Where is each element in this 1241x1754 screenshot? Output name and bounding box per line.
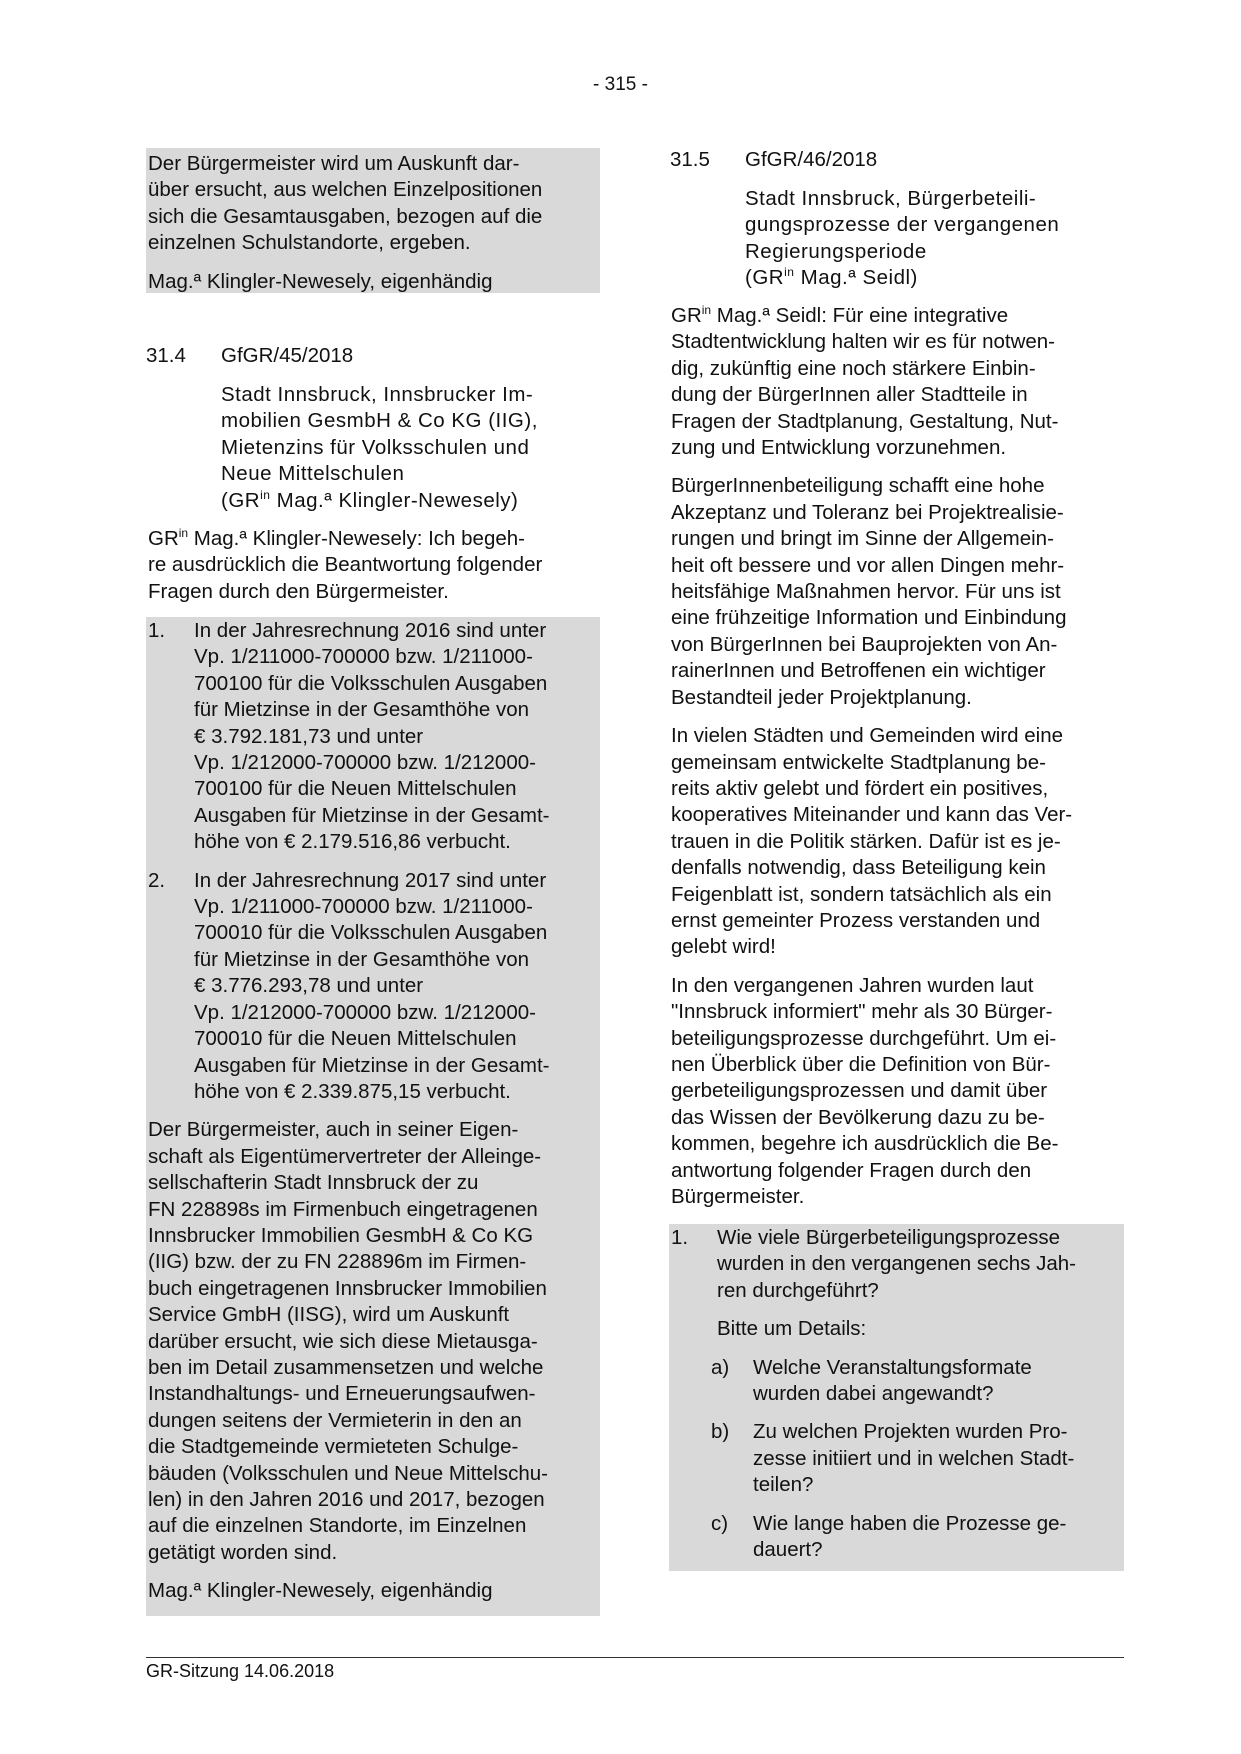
author-sup: in <box>260 487 271 502</box>
author-name: Mag.ª Seidl) <box>794 266 918 290</box>
item-text: In der Jahresrechnung 2016 sind unter Vp. 1/211000-700000 bzw. 1/211000- 700100 für die Volksschulen Ausgaben für Mietzinse in der Gesamthöhe von € 3.792.181,73 und unter Vp. 1/212000-700000 bzw. 1/212000- 700100 für die Neuen Mittelschulen Ausgaben für Mietzinse in der Gesamt- höhe von € 2.179.516,86 verbucht. <box>194 619 550 854</box>
intro-paragraph <box>148 526 600 605</box>
details-label: Bitte um Details: <box>717 1317 867 1341</box>
sub-item-text: Zu welchen Projekten wurden Pro- zesse initiiert und in welchen Stadt- teilen? <box>753 1420 1075 1497</box>
request-text: Der Bürgermeister wird um Auskunft dar- über ersucht, aus welchen Einzelpositionen sich die Gesamtausgaben, bezogen auf die einzelnen Schulstandorte, ergeben. <box>148 152 543 255</box>
sub-item-text: Welche Veranstaltungsformate wurden dabei angewandt? <box>753 1355 1032 1406</box>
paragraph: In vielen Städten und Gemeinden wird eine gemeinsam entwickelte Stadtplanung be- reits aktiv gelebt und fördert ein positives, kooperatives Miteinander und kann das Ver- trauen in die Politik stärken. Dafür ist es je- denfalls notwendig, dass Beteiligung kein Feigenblatt ist, sondern tatsächlich als ein ernst gemeinter Prozess verstanden und gelebt wird! <box>671 724 1073 959</box>
section-heading-31-4 <box>146 343 353 369</box>
signature: Mag.ª Klingler-Newesely, eigenhändig <box>148 1579 493 1603</box>
request-box-2 <box>146 617 600 1616</box>
section-code: GfGR/45/2018 <box>221 344 354 367</box>
paragraph: BürgerInnenbeteiligung schafft eine hohe Akzeptanz und Toleranz bei Projektrealisie- rungen und bringt im Sinne der Allgemein- heit oft bessere und vor allen Dingen mehr- heitsfähige Maßnahmen hervor. Für uns ist eine frühzeitige Information und Einbindung von BürgerInnen bei Bauprojekten von An- rainerInnen und Betroffenen ein wichtiger Bestandteil jeder Projektplanung. <box>671 474 1067 709</box>
item-number: 1. <box>148 619 166 642</box>
page-number: - 315 - <box>593 74 648 95</box>
author-sup: in <box>784 265 795 280</box>
sub-item-letter: a) <box>711 1355 730 1379</box>
sub-item-letter: c) <box>711 1511 729 1535</box>
section-code: GfGR/46/2018 <box>745 148 878 171</box>
item-text: Wie viele Bürgerbeteiligungsprozesse wurden in den vergangenen sechs Jah- ren durchgeführt? <box>717 1226 1076 1302</box>
section-author <box>221 488 601 514</box>
sub-item-letter: b) <box>711 1420 730 1444</box>
author-prefix: (GR <box>221 488 261 512</box>
intro-prefix: GR <box>148 527 179 550</box>
item-number: 2. <box>148 868 166 892</box>
intro-sup: in <box>178 526 189 540</box>
section-title: Stadt Innsbruck, Bürgerbeteili- gungsprozesse der vergangenen Regierungsperiode <box>745 187 1060 263</box>
signature: Mag.ª Klingler-Newesely, eigenhändig <box>148 269 493 293</box>
list-item <box>148 868 600 1106</box>
section-number: 31.4 <box>146 344 186 367</box>
footer-divider <box>146 1657 1124 1658</box>
section-number: 31.5 <box>670 148 710 171</box>
intro-prefix: GR <box>671 304 702 327</box>
intro-text: Mag.ª Seidl: Für eine integrative Stadtentwicklung halten wir es für notwen- dig, zukünftig eine noch stärkere Einbin- dung der BürgerInnen aller Stadtteile in Fragen der Stadtplanung, Gestaltung, Nut- zung und Entwicklung vorzunehmen. <box>671 304 1059 460</box>
sub-item-text: Wie lange haben die Prozesse ge- dauert? <box>753 1511 1067 1562</box>
section-title-block <box>221 382 601 514</box>
list-item <box>148 618 600 856</box>
author-prefix: (GR <box>745 266 785 290</box>
section-title: Stadt Innsbruck, Innsbrucker Im- mobilien GesmbH & Co KG (IIG), Mietenzins für Volksschulen und Neue Mittelschulen <box>221 383 538 486</box>
author-name: Mag.ª Klingler-Newesely) <box>270 488 519 512</box>
request-box-1 <box>146 148 600 293</box>
paragraph: In den vergangenen Jahren wurden laut "Innsbruck informiert" mehr als 30 Bürger- beteiligungsprozesse durchgeführt. Um ei- nen Überblick über die Definition von Bür- gerbeteiligungsprozessen und damit über das Wissen der Bevölkerung dazu zu be- kommen, begehre ich ausdrücklich die Be- antwortung folgender Fragen durch den Bürgermeister. <box>671 973 1059 1208</box>
item-text: In der Jahresrechnung 2017 sind unter Vp. 1/211000-700000 bzw. 1/211000- 700010 für die Volksschulen Ausgaben für Mietzinse in der Gesamthöhe von € 3.776.293,78 und unter Vp. 1/212000-700000 bzw. 1/212000- 700010 für die Neuen Mittelschulen Ausgaben für Mietzinse in der Gesamt- höhe von € 2.339.875,15 verbucht. <box>194 868 550 1103</box>
intro-text: Mag.ª Klingler-Newesely: Ich begeh- re ausdrücklich die Beantwortung folgender Fragen durch den Bürgermeister. <box>148 527 543 603</box>
intro-sup: in <box>701 303 712 317</box>
request-text: Der Bürgermeister, auch in seiner Eigen- schaft als Eigentümervertreter der Alleinge- sellschafterin Stadt Innsbruck der zu FN 228898s im Firmenbuch eingetragenen Innsbrucker Immobilien GesmbH & Co KG (IIG) bzw. der zu FN 228896m im Firmen- buch eingetragenen Innsbrucker Immobilien Service GmbH (IISG), wird um Auskunft darüber ersucht, wie sich diese Mietausga- ben im Detail zusammensetzen und welche Instandhaltungs- und Erneuerungsaufwen- dungen seitens der Vermieterin in den an die Stadtgemeinde vermieteten Schulge- bäuden (Volksschulen und Neue Mittelschu- len) in den Jahren 2016 und 2017, bezogen auf die einzelnen Standorte, im Einzelnen getätigt worden sind. <box>148 1118 548 1564</box>
footer-text: GR-Sitzung 14.06.2018 <box>146 1661 335 1681</box>
item-number: 1. <box>671 1226 689 1249</box>
